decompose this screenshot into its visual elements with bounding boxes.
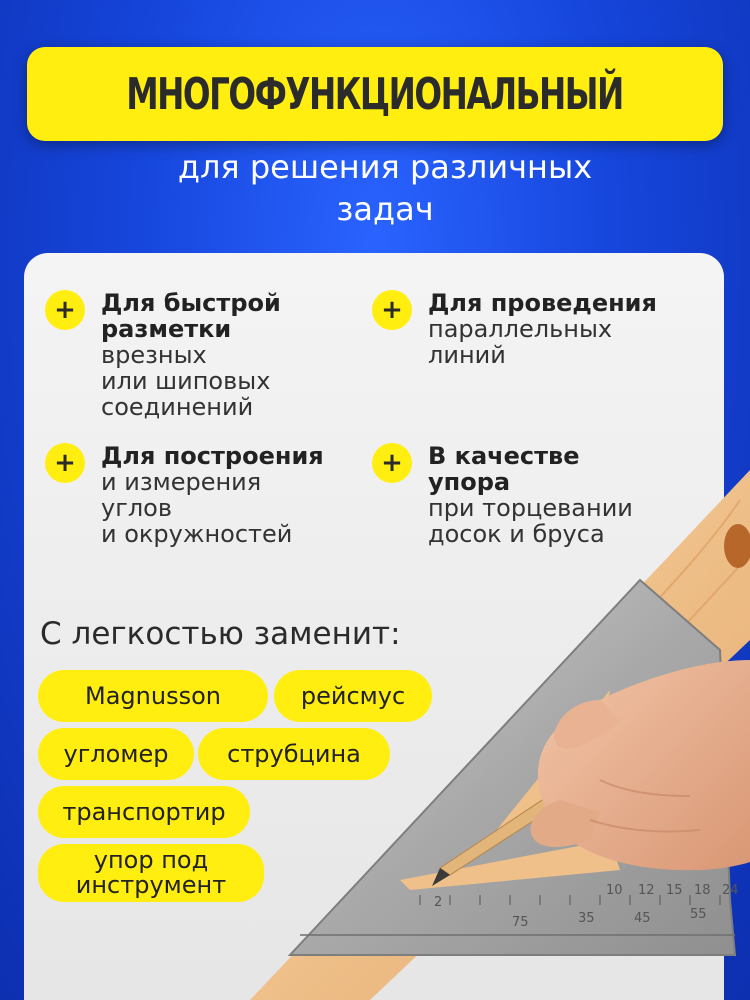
feature-title: В качестве <box>428 442 580 470</box>
ruler-number: 75 <box>512 915 529 930</box>
ruler-number: 18 <box>694 883 711 898</box>
ruler-number: 2 <box>434 895 443 910</box>
plus-icon: + <box>372 290 412 330</box>
feature-description: и измерения <box>101 468 262 496</box>
replacement-pill <box>38 844 264 902</box>
ruler-number: 24 <box>722 883 739 898</box>
feature-title: Для быстрой <box>101 289 281 317</box>
feature-description: или шиповых <box>101 367 271 395</box>
ruler-number: 55 <box>690 907 707 922</box>
feature-description: врезных <box>101 341 207 369</box>
ruler-number: 35 <box>578 911 595 926</box>
feature-text <box>428 443 633 547</box>
plus-icon: + <box>372 443 412 483</box>
feature-angles <box>45 443 324 547</box>
replacement-label: рейсмус <box>300 681 406 710</box>
feature-stop <box>372 443 633 547</box>
feature-description: углов <box>101 494 172 522</box>
replacement-label: упор под <box>93 846 209 874</box>
replacement-pill <box>198 728 390 780</box>
subtitle-line-2: задач <box>336 190 434 228</box>
replacement-pill <box>38 786 250 838</box>
feature-description: и окружностей <box>101 520 293 548</box>
ruler-number: 45 <box>634 911 651 926</box>
ruler-number: 10 <box>606 883 623 898</box>
plus-icon: + <box>45 443 85 483</box>
feature-quick-marking <box>45 290 281 420</box>
feature-title: разметки <box>101 315 232 343</box>
subtitle-line-1: для решения различных <box>177 148 593 186</box>
feature-description: соединений <box>101 393 254 421</box>
feature-text <box>428 290 657 368</box>
feature-description: параллельных <box>428 315 613 343</box>
feature-description: линий <box>428 341 506 369</box>
replacement-pill <box>38 728 194 780</box>
replacement-pill <box>38 670 268 722</box>
feature-parallel-lines <box>372 290 657 368</box>
replacement-label: Magnusson <box>85 681 221 710</box>
feature-text <box>101 290 281 420</box>
replacement-label: транспортир <box>62 797 226 826</box>
feature-description: при торцевании <box>428 494 633 522</box>
replacement-pill <box>274 670 432 722</box>
feature-title: Для построения <box>101 442 324 470</box>
ruler-number: 15 <box>666 883 683 898</box>
feature-title: упора <box>428 468 511 496</box>
ruler-number: 12 <box>638 883 655 898</box>
replacement-label: инструмент <box>75 871 227 899</box>
plus-icon: + <box>45 290 85 330</box>
page-title: МНОГОФУНКЦИОНАЛЬНЫЙ <box>126 68 624 120</box>
replace-heading: С легкостью заменит: <box>40 616 401 652</box>
feature-text <box>101 443 324 547</box>
replacement-label: угломер <box>63 739 169 768</box>
feature-description: досок и бруса <box>428 520 605 548</box>
feature-title: Для проведения <box>428 289 657 317</box>
replacement-label: струбцина <box>227 739 361 768</box>
